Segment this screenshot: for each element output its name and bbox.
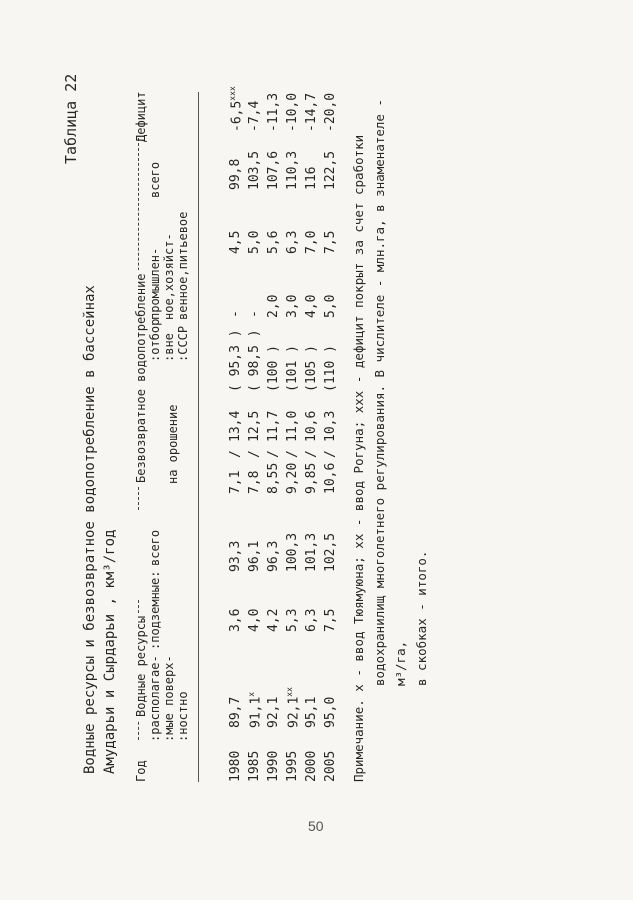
table-cell-irrigation-total: ( 98,5 ) (247, 329, 262, 392)
table-row (266, 92, 284, 782)
header-deficit: Дефицит (134, 91, 148, 142)
table-cell-year: 1995 (285, 750, 300, 782)
footnote-mark: x (247, 691, 256, 697)
header-available-1: :располагае- (148, 655, 162, 742)
table-cell-underground: 4,0 (247, 608, 262, 632)
header-underline (198, 92, 199, 782)
table-cell-underground: 7,5 (323, 608, 338, 632)
table-row (247, 92, 265, 782)
footnote-mark: xx (285, 687, 294, 697)
note-line-3: в скобках - итого. (414, 550, 429, 686)
table-cell-irrigation-area: 7,8 (247, 470, 262, 494)
table-cell-industrial: 5,6 (266, 230, 281, 254)
header-irreversible: Безвозвратное водопотребление (134, 270, 148, 486)
table-cell-deficit: -10,0 (285, 92, 300, 132)
table-cell-outside: 5,0 (323, 294, 338, 318)
header-withdrawal-1: :отбор (148, 318, 162, 362)
table-cell-underground: 3,6 (228, 608, 243, 632)
table-cell-total-use: 99,8 (228, 158, 243, 190)
table-cell-irrigation-area: 8,55 (266, 462, 281, 494)
table-cell-year: 1990 (266, 750, 281, 782)
table-cell-outside: 2,0 (266, 294, 281, 318)
title-line-2: Амударьи и Сырдарьи , км³/год (102, 529, 118, 774)
header-water-resources: Водные ресурсы (134, 613, 148, 720)
header-underground: :подземные: (148, 570, 162, 650)
header-irrigation: на орошение (166, 404, 180, 484)
table-cell-irrigation-total: (101 ) (285, 345, 300, 392)
table-cell-total-use: 122,5 (323, 150, 338, 190)
table-cell-industrial: 7,5 (323, 230, 338, 254)
table-cell-underground: 6,3 (304, 608, 319, 632)
table-cell-total-use: 107,6 (266, 150, 281, 190)
table-cell-irrigation-area: 10,6 (323, 462, 338, 494)
table-cell-surface: 95,0 (323, 696, 338, 728)
table-cell-irrigation-area: 9,20 (285, 462, 300, 494)
table-cell-outside: - (247, 310, 262, 318)
table-cell-total-use: 103,5 (247, 150, 262, 190)
table-row (323, 92, 341, 782)
fraction-slash: / (266, 450, 281, 458)
table-cell-surface: 92,1 (266, 696, 281, 728)
table-cell-underground: 5,3 (285, 608, 300, 632)
table-cell-outside: 3,0 (285, 294, 300, 318)
fraction-slash: / (247, 450, 262, 458)
note-line-2: водохранилищ многолетнего регулирования. В числителе - млн.га, в знаменателе - м³/га, (372, 99, 408, 686)
table-label: Таблица 22 (62, 73, 80, 164)
fraction-slash: / (304, 450, 319, 458)
table-cell-year: 2005 (323, 750, 338, 782)
fraction-slash: / (285, 450, 300, 458)
table-cell-irrigation-total: (105 ) (304, 345, 319, 392)
table-cell-total-resources: 93,3 (228, 540, 243, 572)
table-cell-deficit: -20,0 (323, 92, 338, 132)
header-total-2: всего (148, 161, 162, 198)
table-cell-year: 2000 (304, 750, 319, 782)
table-cell-year: 1985 (247, 750, 262, 782)
table-cell-surface: 92,1$^{xx}$ (285, 687, 302, 728)
header-industrial-3: венное,питьевое (176, 211, 190, 320)
table-cell-deficit: -7,4 (247, 100, 262, 132)
table-cell-total-resources: 101,3 (304, 532, 319, 572)
table-cell-irrigation-total: (110 ) (323, 345, 338, 392)
table-cell-outside: - (228, 310, 243, 318)
table-cell-deficit: -14,7 (304, 92, 319, 132)
table-row (285, 92, 303, 782)
header-available-3: :ностно (176, 691, 190, 742)
table-cell-industrial: 5,0 (247, 230, 262, 254)
table-cell-deficit: -6,5$^{xxx}$ (228, 86, 245, 132)
page-number: 50 (308, 818, 324, 834)
table-cell-total-resources: 96,1 (247, 540, 262, 572)
header-available-2: :мые поверх- (162, 655, 176, 742)
table-cell-total-use: 110,3 (285, 150, 300, 190)
table-cell-surface: 95,1 (304, 696, 319, 728)
table-cell-irrigation-norm: 11,0 (285, 410, 300, 442)
table-cell-irrigation-norm: 10,6 (304, 410, 319, 442)
table-cell-industrial: 4,5 (228, 230, 243, 254)
fraction-slash: / (228, 450, 243, 458)
table-cell-total-resources: 100,3 (285, 532, 300, 572)
table-cell-irrigation-total: ( 95,3 ) (228, 329, 243, 392)
footnote-mark: xxx (228, 86, 237, 101)
header-total: всего (148, 529, 162, 566)
table-cell-irrigation-area: 7,1 (228, 470, 243, 494)
table-cell-outside: 4,0 (304, 294, 319, 318)
table-note (348, 82, 432, 782)
table-row (228, 86, 246, 782)
table-cell-irrigation-area: 9,85 (304, 462, 319, 494)
table-cell-irrigation-norm: 12,5 (247, 410, 262, 442)
table-row (304, 92, 322, 782)
table-title (80, 154, 120, 774)
table-cell-total-use: 116 (304, 166, 319, 190)
table-cell-irrigation-total: (100 ) (266, 345, 281, 392)
header-industrial-1: промышлен- (148, 247, 162, 320)
table-cell-industrial: 6,3 (285, 230, 300, 254)
table-cell-surface: 91,1$^x$ (247, 691, 264, 728)
table-cell-irrigation-norm: 11,7 (266, 410, 281, 442)
table-cell-irrigation-norm: 10,3 (323, 410, 338, 442)
table-cell-year: 1980 (228, 750, 243, 782)
header-industrial-2: ное,хозяйст- (162, 233, 176, 320)
note-line-1: Примечание. x - ввод Тюямуюна; xx - ввод Рогуна; xxx - дефицит покрыт за счет сработки (351, 134, 366, 782)
table-cell-total-resources: 102,5 (323, 532, 338, 572)
header-withdrawal-3: :СССР (176, 325, 190, 362)
rotated-table-block (52, 52, 572, 792)
table-cell-underground: 4,2 (266, 608, 281, 632)
header-withdrawal-2: :вне (162, 333, 176, 362)
fraction-slash: / (323, 450, 338, 458)
title-line-1: Водные ресурсы и безвозвратное водопотребление в бассейнах (82, 285, 98, 774)
table-cell-total-resources: 96,3 (266, 540, 281, 572)
header-year: Год (134, 760, 148, 782)
table-cell-industrial: 7,0 (304, 230, 319, 254)
table-cell-irrigation-norm: 13,4 (228, 410, 243, 442)
table-cell-surface: 89,7 (228, 696, 243, 728)
table-cell-deficit: -11,3 (266, 92, 281, 132)
